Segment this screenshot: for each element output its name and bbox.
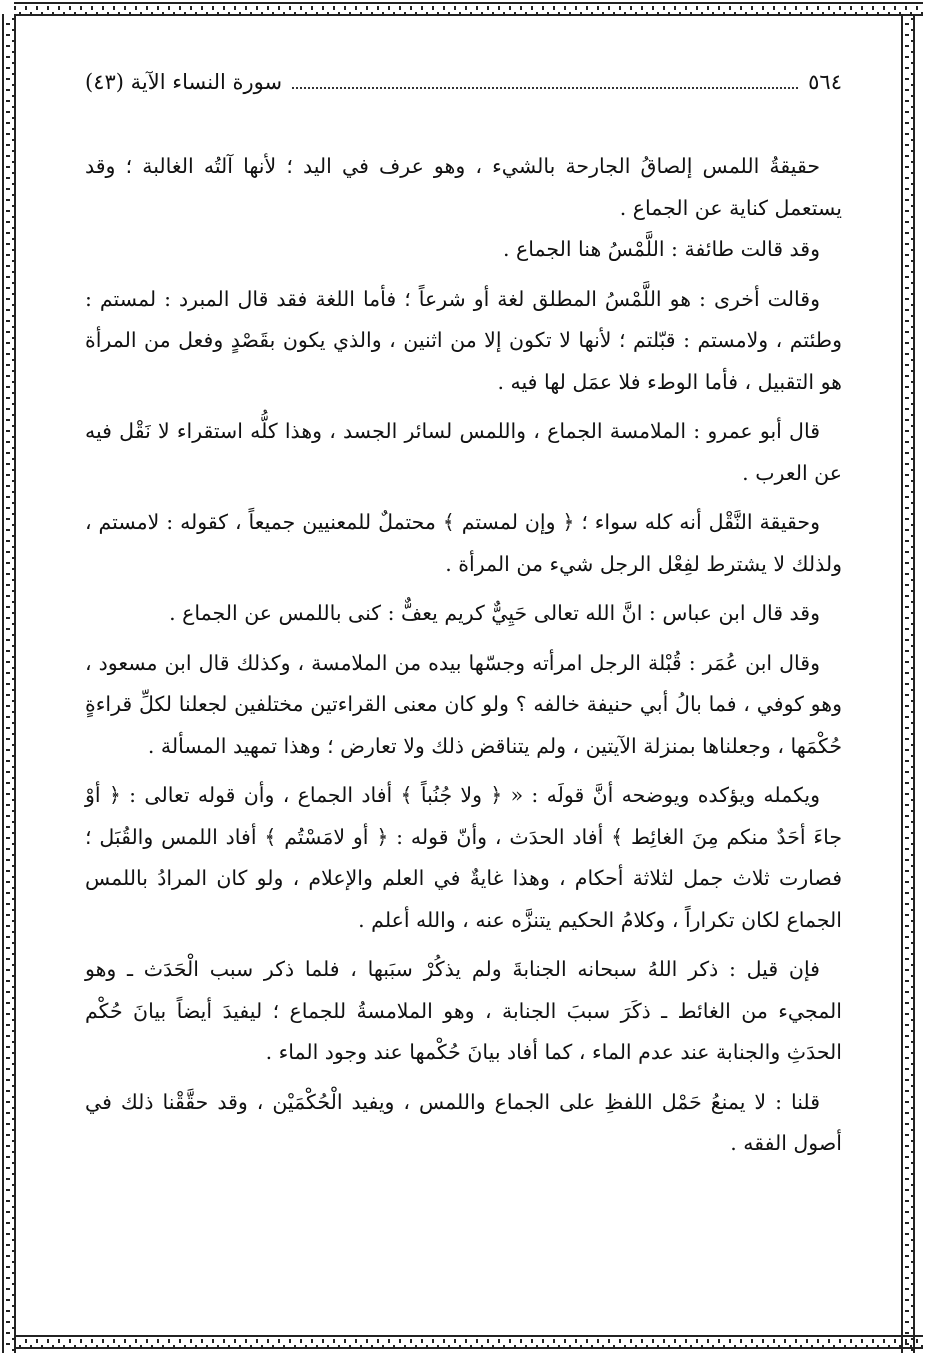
page-border-top xyxy=(14,2,923,16)
paragraph: وقالت أخرى : هو اللَّمْسُ المطلق لغة أو شرعاً ؛ فأما اللغة فقد قال المبرد : لمستم : وطئتم ، ولامستم : قبّلتم ؛ لأنها لا تكون إلا من اثنين ، والذي يكون بقَصْدٍ وفعل من المرأة هو التقبيل ، فأما الوطء فلا عمَل لها فيه . xyxy=(85,286,842,394)
paragraph: وقال ابن عُمَر : قُبْلة الرجل امرأته وجسّها بيده من الملامسة ، وكذلك قال ابن مسعود ، وهو كوفي ، فما بالُ أبي حنيفة خالفه ؟ ولو كان معنى القراءتين مختلفين لجعلنا لكلِّ قراءةٍ حُكْمَها ، وجعلناها بمنزلة الآيتين ، ولم يتناقض ذلك ولا تعارض ؛ وهذا تمهيد المسألة . xyxy=(85,650,842,758)
paragraph: حقيقةُ اللمس إلصاقُ الجارحة بالشيء ، وهو عرف في اليد ؛ لأنها آلتُه الغالبة ؛ وقد يستعمل كناية عن الجماع . xyxy=(85,154,842,220)
running-header xyxy=(85,60,842,104)
paragraph: وقد قال ابن عباس : انَّ الله تعالى حَيِيٌّ كريم يعفٌّ : كنى باللمس عن الجماع . xyxy=(169,601,820,625)
paragraph: وحقيقة النَّقْل أنه كله سواء ؛ ﴿ وإن لمستم ﴾ محتملٌ للمعنيين جميعاً ، كقوله : لامستم ، ولذلك لا يشترط لفِعْل الرجل شيء من المرأة . xyxy=(85,510,842,576)
page-number: ٥٦٤ xyxy=(808,70,842,94)
header-leader-dots xyxy=(292,86,798,89)
page-border-right xyxy=(901,14,915,1353)
page-body xyxy=(85,60,842,1307)
page-border-bottom xyxy=(14,1335,923,1349)
main-text xyxy=(85,146,842,1165)
running-title: سورة النساء الآية (٤٣) xyxy=(85,70,283,94)
paragraph: قلنا : لا يمنعُ حَمْل اللفظِ على الجماع واللمس ، ويفيد الْحُكْمَيْن ، وقد حقَّقْنا ذلك في أصول الفقه . xyxy=(85,1089,842,1155)
page-border-left xyxy=(2,14,16,1353)
paragraph: ويكمله ويؤكده ويوضحه أنَّ قولَه : « ﴿ ولا جُنُباً ﴾ أفاد الجماع ، وأن قوله تعالى : ﴿ أوْ جاءَ أحَدٌ منكم مِنَ الغائِط ﴾ أفاد الحدَث ، وأنّ قوله : ﴿ أو لامَسْتُم ﴾ أفاد اللمس والقُبَل ؛ فصارت ثلاث جمل لثلاثة أحكام ، وهذا غايةٌ في العلم والإعلام ، ولو كان المرادُ باللمس الجماع لكان تكراراً ، وكلامُ الحكيم يتنزَّه عنه ، والله أعلم . xyxy=(85,783,842,932)
paragraph: فإن قيل : ذكر اللهُ سبحانه الجنابةَ ولم يذكُرْ سبَبها ، فلما ذكر سبب الْحَدَث ـ وهو المجيء من الغائط ـ ذكَرَ سببَ الجنابة ، وهو الملامسةُ للجماع ؛ ليفيدَ أيضاً بيانَ حُكْم الحدَثِ والجنابة عند عدم الماء ، كما أفاد بيانَ حُكْمها عند وجود الماء . xyxy=(85,957,842,1064)
paragraph: قال أبو عمرو : الملامسة الجماع ، واللمس لسائر الجسد ، وهذا كلُّه استقراء لا نَقْل فيه عن العرب . xyxy=(85,419,842,485)
paragraph: وقد قالت طائفة : اللَّمْسُ هنا الجماع . xyxy=(502,237,820,261)
